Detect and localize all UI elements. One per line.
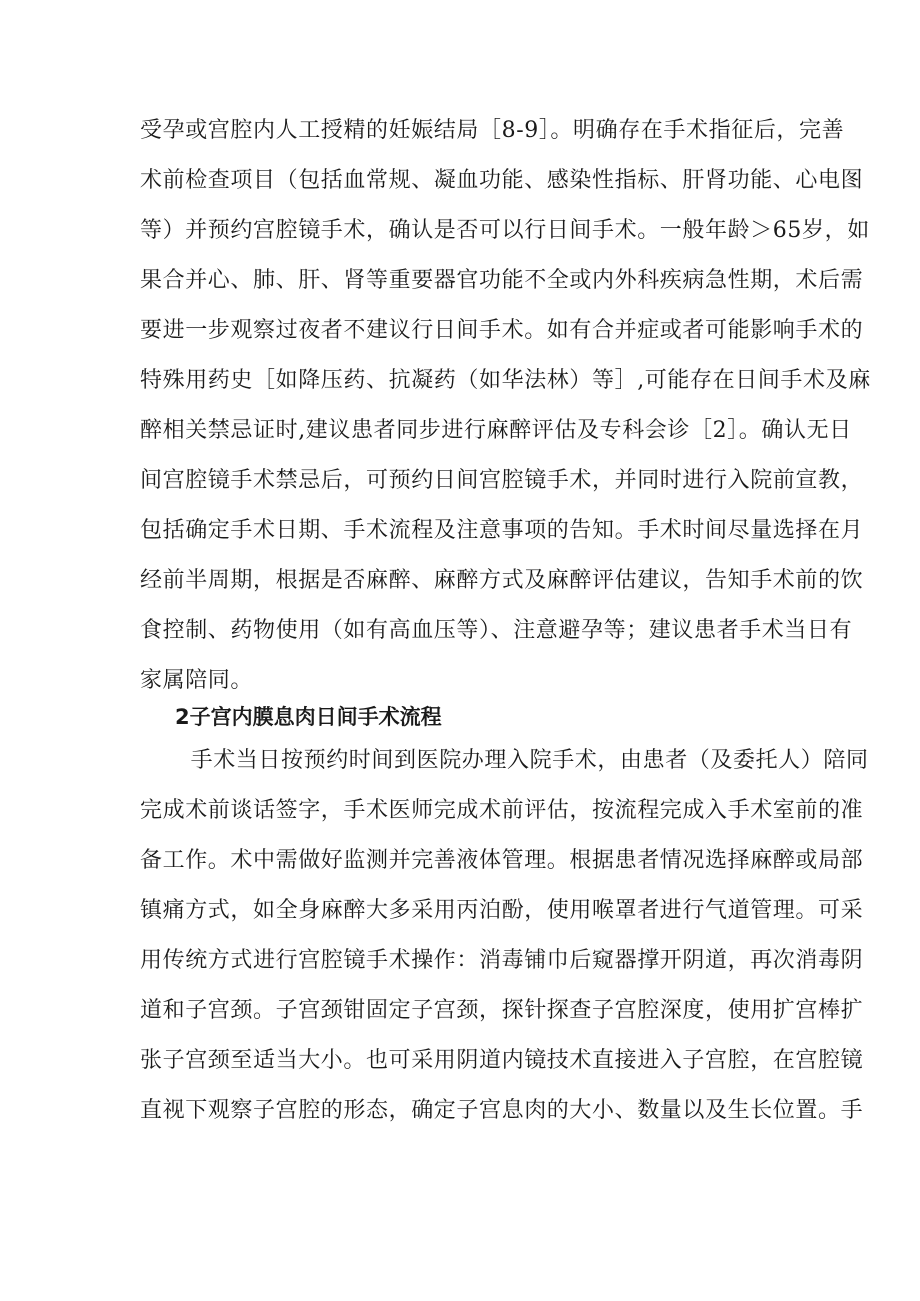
text-line: 镇痛方式，如全身麻醉大多采用丙泊酚，使用喉罩者进行气道管理。可采 — [140, 898, 864, 923]
text-line: 完成术前谈话签字，手术医师完成术前评估，按流程完成入手术室前的准 — [140, 798, 864, 823]
text-line: 间宫腔镜手术禁忌后，可预约日间宫腔镜手术，并同时进行入院前宣教， — [140, 468, 864, 493]
text-line: 张子宫颈至适当大小。也可采用阴道内镜技术直接进入子宫腔，在宫腔镜 — [140, 1048, 864, 1073]
text-line: 等）并预约宫腔镜手术，确认是否可以行日间手术。一般年龄＞65岁，如 — [140, 218, 870, 243]
text-line: 果合并心、肺、肝、肾等重要器官功能不全或内外科疾病急性期，术后需 — [140, 268, 864, 293]
text-line: 食控制、药物使用（如有高血压等）、注意避孕等；建议患者手术当日有 — [140, 618, 853, 643]
text-line: 术前检查项目（包括血常规、凝血功能、感染性指标、肝肾功能、心电图 — [140, 168, 864, 193]
text-line: 醉相关禁忌证时,建议患者同步进行麻醉评估及专科会诊［2］。确认无日 — [140, 418, 852, 443]
text-line: 道和子宫颈。子宫颈钳固定子宫颈，探针探查子宫腔深度，使用扩宫棒扩 — [140, 998, 864, 1023]
text-line: 受孕或宫腔内人工授精的妊娠结局［8-9］。明确存在手术指征后，完善 — [140, 118, 845, 143]
section-heading: 2子宫内膜息肉日间手术流程 — [175, 705, 442, 729]
text-line: 经前半周期，根据是否麻醉、麻醉方式及麻醉评估建议，告知手术前的饮 — [140, 568, 864, 593]
text-line: 用传统方式进行宫腔镜手术操作：消毒铺巾后窥器撑开阴道，再次消毒阴 — [140, 948, 864, 973]
text-line: 手术当日按预约时间到医院办理入院手术，由患者（及委托人）陪同 — [168, 748, 869, 773]
text-line: 包括确定手术日期、手术流程及注意事项的告知。手术时间尽量选择在月 — [140, 518, 864, 543]
text-line: 要进一步观察过夜者不建议行日间手术。如有合并症或者可能影响手术的 — [140, 318, 864, 343]
text-line: 特殊用药史［如降压药、抗凝药（如华法林）等］,可能存在日间手术及麻 — [140, 368, 871, 393]
text-line: 家属陪同。 — [140, 668, 254, 693]
text-line: 直视下观察子宫腔的形态，确定子宫息肉的大小、数量以及生长位置。手 — [140, 1098, 864, 1123]
text-line: 备工作。术中需做好监测并完善液体管理。根据患者情况选择麻醉或局部 — [140, 848, 864, 873]
